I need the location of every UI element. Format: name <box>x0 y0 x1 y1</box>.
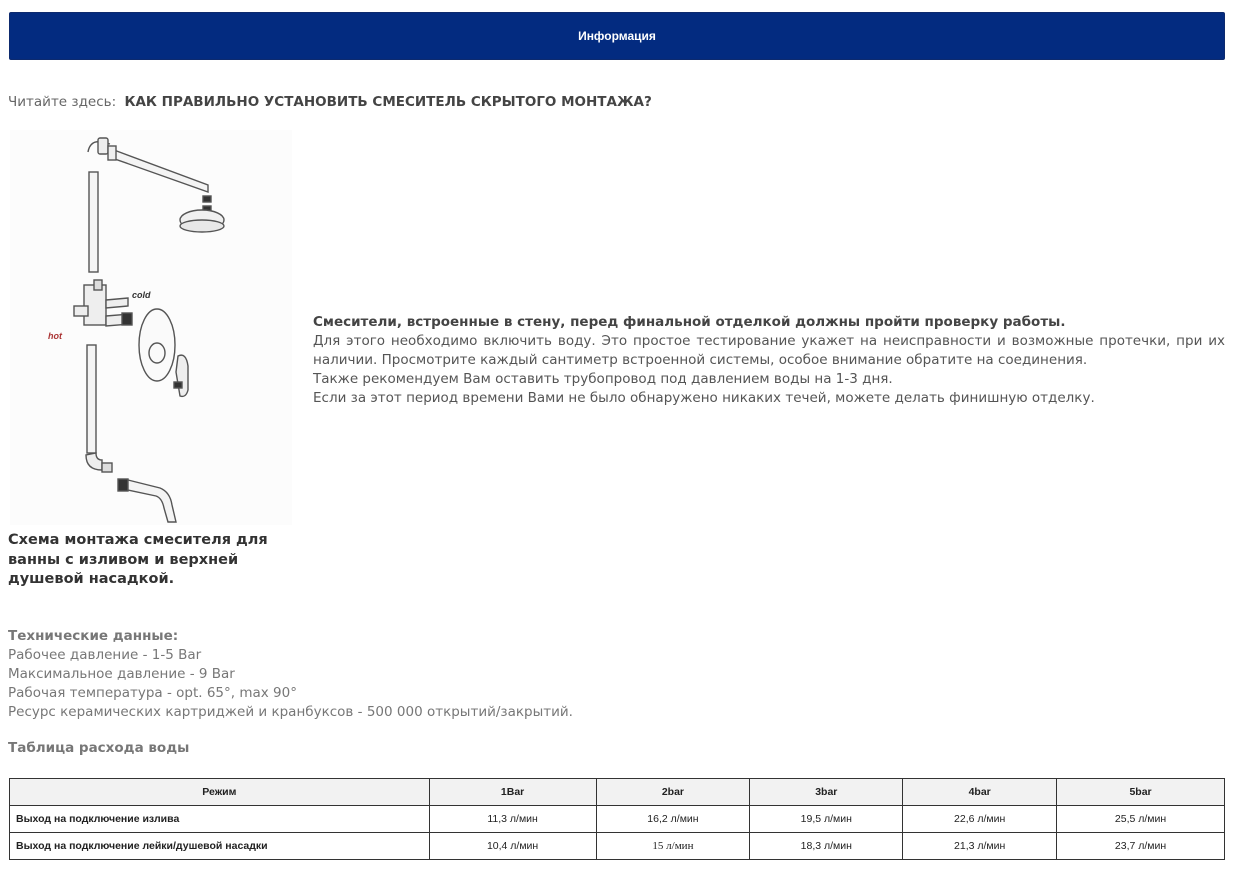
flow-table-title: Таблица расхода воды <box>8 740 190 756</box>
table-row <box>10 806 1225 833</box>
check-line: Если за этот период времени Вами не было обнаружено никаких течей, можете делать финишную отделку. <box>313 390 1095 406</box>
check-lead: Смесители, встроенные в стену, перед финальной отделкой должны пройти проверку работы. <box>313 314 1066 330</box>
diagram-label-hot: hot <box>48 331 62 341</box>
read-here-prefix: Читайте здесь: <box>8 94 117 110</box>
header-3bar: 3bar <box>750 779 903 806</box>
header-4bar: 4bar <box>903 779 1057 806</box>
cell-value: 11,3 л/мин <box>429 806 596 833</box>
header-1bar: 1Bar <box>429 779 596 806</box>
info-tab-bar[interactable] <box>9 12 1225 60</box>
wall-check-text <box>313 313 1225 408</box>
install-guide-link[interactable]: КАК ПРАВИЛЬНО УСТАНОВИТЬ СМЕСИТЕЛЬ СКРЫТОГО МОНТАЖА? <box>124 94 652 110</box>
cell-value: 18,3 л/мин <box>750 833 903 860</box>
cell-value: 15 л/мин <box>596 833 750 860</box>
flow-table-header-row <box>10 779 1225 806</box>
tech-spec-line: Рабочая температура - opt. 65°, max 90° <box>8 685 297 701</box>
row-mode: Выход на подключение лейки/душевой насадки <box>10 833 430 860</box>
cell-value: 16,2 л/мин <box>596 806 750 833</box>
diagram-label-cold: cold <box>132 290 151 300</box>
cell-value: 21,3 л/мин <box>903 833 1057 860</box>
header-mode: Режим <box>10 779 430 806</box>
check-line: Для этого необходимо включить воду. Это простое тестирование укажет на неисправности и возможные протечки, при их наличии. Просмотрите каждый сантиметр встроенной системы, особое внимание обратите на соединения. <box>313 333 1225 368</box>
header-5bar: 5bar <box>1057 779 1225 806</box>
check-line: Также рекомендуем Вам оставить трубопровод под давлением воды на 1-3 дня. <box>313 371 893 387</box>
cell-value: 19,5 л/мин <box>750 806 903 833</box>
row-mode: Выход на подключение излива <box>10 806 430 833</box>
cell-value: 25,5 л/мин <box>1057 806 1225 833</box>
tech-spec-line: Максимальное давление - 9 Bar <box>8 666 235 682</box>
cell-value: 23,7 л/мин <box>1057 833 1225 860</box>
flow-table <box>9 778 1225 860</box>
cell-value: 22,6 л/мин <box>903 806 1057 833</box>
cell-value: 10,4 л/мин <box>429 833 596 860</box>
info-tab-label: Информация <box>578 29 656 43</box>
tech-spec-line: Рабочее давление - 1-5 Bar <box>8 647 202 663</box>
installation-diagram <box>10 130 292 525</box>
tech-spec-line: Ресурс керамических картриджей и кранбуксов - 500 000 открытий/закрытий. <box>8 704 573 720</box>
diagram-caption: Схема монтажа смесителя для ванны с изливом и верхней душевой насадкой. <box>8 532 268 587</box>
table-row <box>10 833 1225 860</box>
header-2bar: 2bar <box>596 779 750 806</box>
tech-specs-title: Технические данные: <box>8 628 179 644</box>
read-here-line <box>8 94 652 110</box>
tech-specs <box>8 627 573 722</box>
